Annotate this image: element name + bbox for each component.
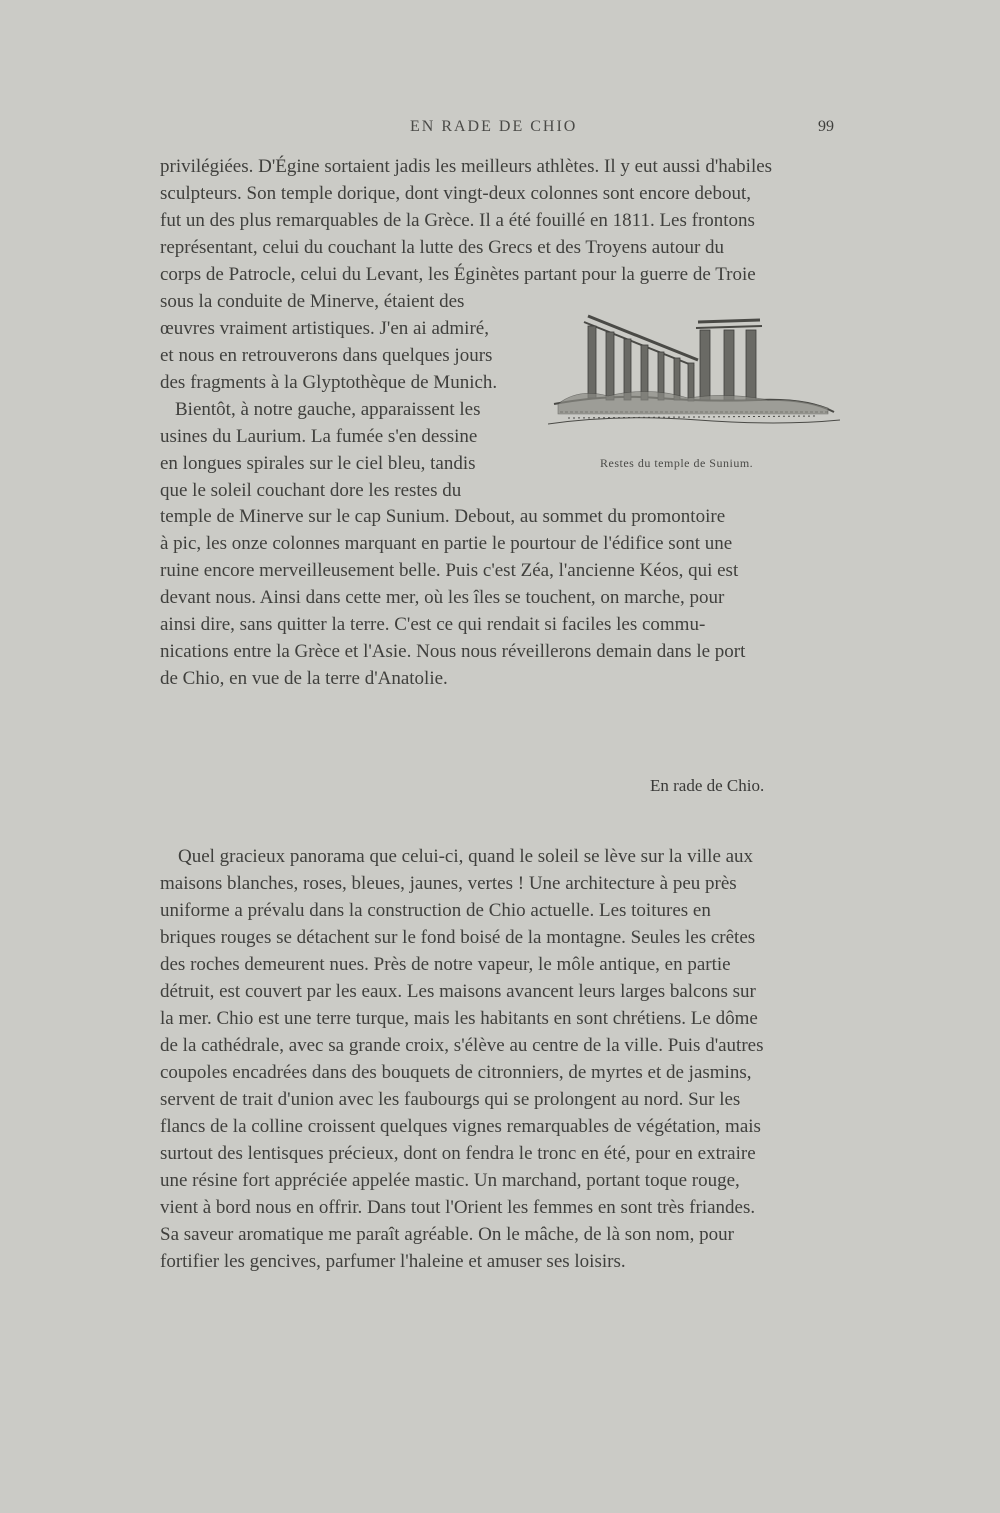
page-header: [0, 118, 1000, 142]
text-line: flancs de la colline croissent quelques vignes remarquables de végétation, mais: [160, 1116, 761, 1137]
text-line: sous la conduite de Minerve, étaient des: [160, 291, 465, 312]
text-line: servent de trait d'union avec les faubourgs qui se prolongent au nord. Sur les: [160, 1089, 741, 1110]
text-line: maisons blanches, roses, bleues, jaunes, vertes ! Une architecture à peu près: [160, 873, 737, 894]
text-line: nications entre la Grèce et l'Asie. Nous nous réveillerons demain dans le port: [160, 641, 746, 662]
text-line: devant nous. Ainsi dans cette mer, où les îles se touchent, on marche, pour: [160, 587, 725, 608]
text-line: uniforme a prévalu dans la construction de Chio actuelle. Les toitures en: [160, 900, 711, 921]
text-line: une résine fort appréciée appelée mastic. Un marchand, portant toque rouge,: [160, 1170, 740, 1191]
temple-ruins-illustration: [548, 308, 840, 448]
text-line: vient à bord nous en offrir. Dans tout l'Orient les femmes en sont très friandes.: [160, 1197, 756, 1218]
text-line: usines du Laurium. La fumée s'en dessine: [160, 426, 478, 447]
text-line: des fragments à la Glyptothèque de Munich.: [160, 372, 498, 393]
text-line: sculpteurs. Son temple dorique, dont vingt-deux colonnes sont encore debout,: [160, 183, 751, 204]
text-line: détruit, est couvert par les eaux. Les maisons avancent leurs larges balcons sur: [160, 981, 756, 1002]
text-line: et nous en retrouverons dans quelques jours: [160, 345, 493, 366]
text-line: privilégiées. D'Égine sortaient jadis les meilleurs athlètes. Il y eut aussi d'habiles: [160, 156, 773, 177]
text-line: fortifier les gencives, parfumer l'haleine et amuser ses loisirs.: [160, 1251, 626, 1272]
text-line: que le soleil couchant dore les restes du: [160, 480, 462, 501]
text-line: de la cathédrale, avec sa grande croix, s'élève au centre de la ville. Puis d'autres: [160, 1035, 764, 1056]
temple-engraving: [548, 308, 840, 448]
text-line: représentant, celui du couchant la lutte des Grecs et des Troyens autour du: [160, 237, 725, 258]
text-line: Bientôt, à notre gauche, apparaissent les: [175, 399, 481, 420]
text-line: coupoles encadrées dans des bouquets de citronniers, de myrtes et de jasmins,: [160, 1062, 752, 1083]
text-line: de Chio, en vue de la terre d'Anatolie.: [160, 668, 448, 689]
text-line: à pic, les onze colonnes marquant en partie le pourtour de l'édifice sont une: [160, 533, 733, 554]
text-line: Quel gracieux panorama que celui-ci, quand le soleil se lève sur la ville aux: [178, 846, 754, 867]
text-line: œuvres vraiment artistiques. J'en ai admiré,: [160, 318, 489, 339]
text-line: des roches demeurent nues. Près de notre vapeur, le môle antique, en partie: [160, 954, 731, 975]
text-line: la mer. Chio est une terre turque, mais les habitants en sont chrétiens. Le dôme: [160, 1008, 758, 1029]
running-title: EN RADE DE CHIO: [410, 118, 578, 135]
section-title: En rade de Chio.: [650, 776, 765, 795]
text-line: ainsi dire, sans quitter la terre. C'est ce qui rendait si faciles les commu-: [160, 614, 706, 635]
page-number: 99: [818, 118, 834, 135]
text-line: corps de Patrocle, celui du Levant, les Éginètes partant pour la guerre de Troie: [160, 264, 756, 285]
figure-caption: Restes du temple de Sunium.: [600, 456, 754, 470]
text-line: Sa saveur aromatique me paraît agréable. On le mâche, de là son nom, pour: [160, 1224, 735, 1245]
text-line: ruine encore merveilleusement belle. Puis c'est Zéa, l'ancienne Kéos, qui est: [160, 560, 739, 581]
text-line: en longues spirales sur le ciel bleu, tandis: [160, 453, 476, 474]
text-line: temple de Minerve sur le cap Sunium. Debout, au sommet du promontoire: [160, 506, 726, 527]
text-line: fut un des plus remarquables de la Grèce. Il a été fouillé en 1811. Les frontons: [160, 210, 755, 231]
text-line: briques rouges se détachent sur le fond boisé de la montagne. Seules les crêtes: [160, 927, 756, 948]
text-line: surtout des lentisques précieux, dont on fendra le tronc en été, pour en extraire: [160, 1143, 756, 1164]
